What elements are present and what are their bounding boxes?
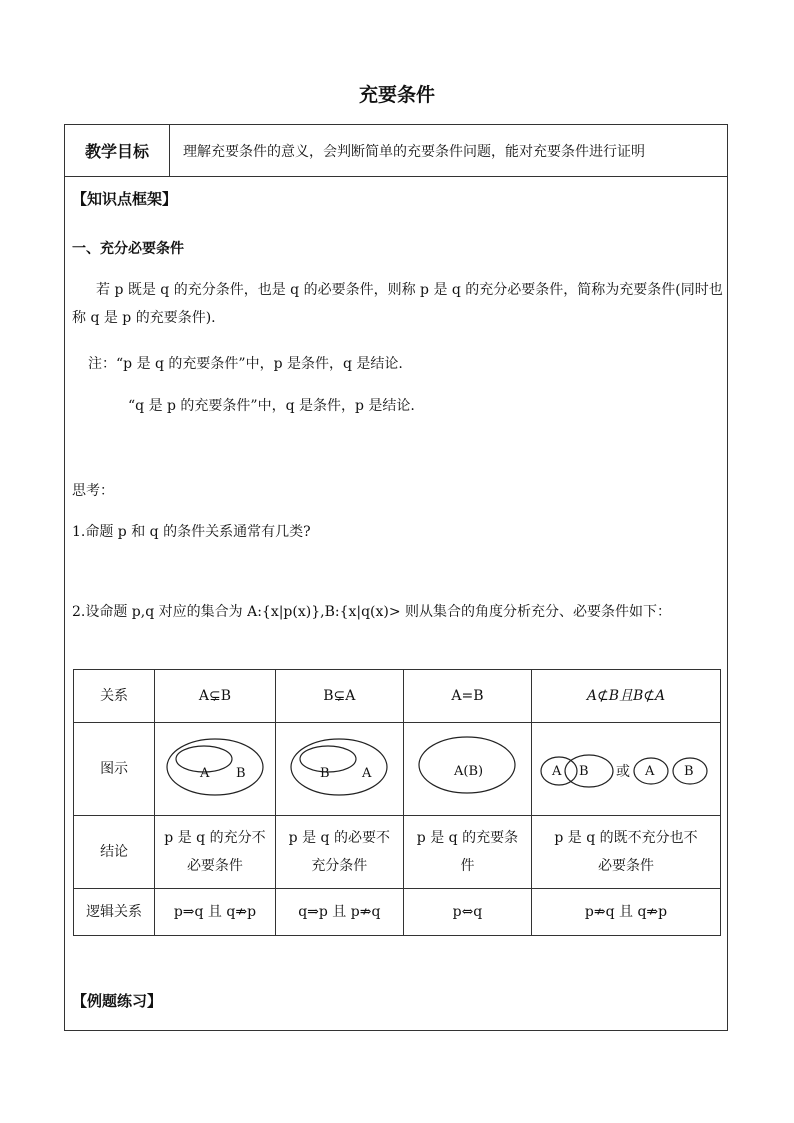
conclusion-line: p 是 q 的充要条 <box>416 830 519 846</box>
section-heading: 一、充分必要条件 <box>72 241 184 257</box>
page-title: 充要条件 <box>358 84 435 106</box>
or-label: 或 <box>616 764 630 780</box>
relation-cell: B⊊A <box>275 670 403 723</box>
conclusion-line: 必要条件 <box>186 858 243 874</box>
diagram-cell <box>155 723 276 816</box>
logic-cell: p⇒q 且 q⇏p <box>155 889 276 936</box>
set-label: B <box>320 766 330 781</box>
table-row <box>74 670 721 723</box>
relation-table <box>73 669 721 936</box>
row-label-relation: 关系 <box>74 670 155 723</box>
set-label: A <box>552 764 562 779</box>
conclusion-line: 充分条件 <box>311 858 368 874</box>
set-label: B <box>684 764 694 779</box>
row-label-diagram: 图示 <box>74 723 155 816</box>
relation-cell: A=B <box>403 670 531 723</box>
think-label: 思考： <box>72 483 114 499</box>
venn-a-in-b <box>162 729 268 799</box>
venn-a-equals-b <box>414 729 520 799</box>
set-label: A <box>199 766 210 781</box>
conclusion-line: p 是 q 的既不充分也不 <box>554 830 698 846</box>
logic-cell: q⇒p 且 p⇏q <box>275 889 403 936</box>
conclusion-cell <box>155 816 276 889</box>
set-label: B <box>579 764 589 779</box>
logic-cell: p⇏q 且 q⇏p <box>532 889 721 936</box>
conclusion-line: p 是 q 的充分不 <box>164 830 266 846</box>
overlap-ellipse-b <box>565 755 613 787</box>
conclusion-cell <box>275 816 403 889</box>
note-line-2: “q 是 p 的充要条件”中，q 是条件，p 是结论. <box>128 398 415 414</box>
set-label: B <box>235 766 246 781</box>
set-label: A(B) <box>454 764 484 779</box>
set-label: A <box>362 766 372 781</box>
logic-cell: p⇔q <box>403 889 531 936</box>
conclusion-line: p 是 q 的必要不 <box>288 830 390 846</box>
venn-overlap-or-disjoint <box>536 729 716 799</box>
objective-row <box>65 125 727 177</box>
relation-cell: A⊊B <box>155 670 276 723</box>
examples-heading: 【例题练习】 <box>72 992 163 1010</box>
conclusion-line: 必要条件 <box>598 858 654 874</box>
table-row <box>74 723 721 816</box>
table-row <box>74 816 721 889</box>
table-row <box>74 889 721 936</box>
framework-heading: 【知识点框架】 <box>72 190 178 208</box>
row-label-conclusion: 结论 <box>74 816 155 889</box>
objective-label: 教学目标 <box>65 125 170 176</box>
diagram-cell <box>532 723 721 816</box>
diagram-cell <box>275 723 403 816</box>
venn-b-in-a <box>286 729 392 799</box>
relation-cell: A⊄B且B⊄A <box>532 670 721 723</box>
think-question-1: 1.命题 p 和 q 的条件关系通常有几类? <box>72 524 311 540</box>
definition-paragraph: 若 p 既是 q 的充分条件，也是 q 的必要条件，则称 p 是 q 的充分必要条件，简称为充要条件(同时也称 q 是 p 的充要条件). <box>72 282 723 326</box>
conclusion-line: 件 <box>460 858 475 874</box>
objective-text: 理解充要条件的意义，会判断简单的充要条件问题，能对充要条件进行证明 <box>183 143 645 160</box>
diagram-cell <box>403 723 531 816</box>
set-label: A <box>645 764 655 779</box>
note-line-1: 注：“p 是 q 的充要条件”中，p 是条件，q 是结论. <box>88 356 403 372</box>
conclusion-cell <box>532 816 721 889</box>
think-question-2: 2.设命题 p,q 对应的集合为 A:{x|p(x)},B:{x|q(x)> 则从集合的角度分析充分、必要条件如下： <box>72 604 672 620</box>
conclusion-cell <box>403 816 531 889</box>
row-label-logic: 逻辑关系 <box>74 889 155 936</box>
